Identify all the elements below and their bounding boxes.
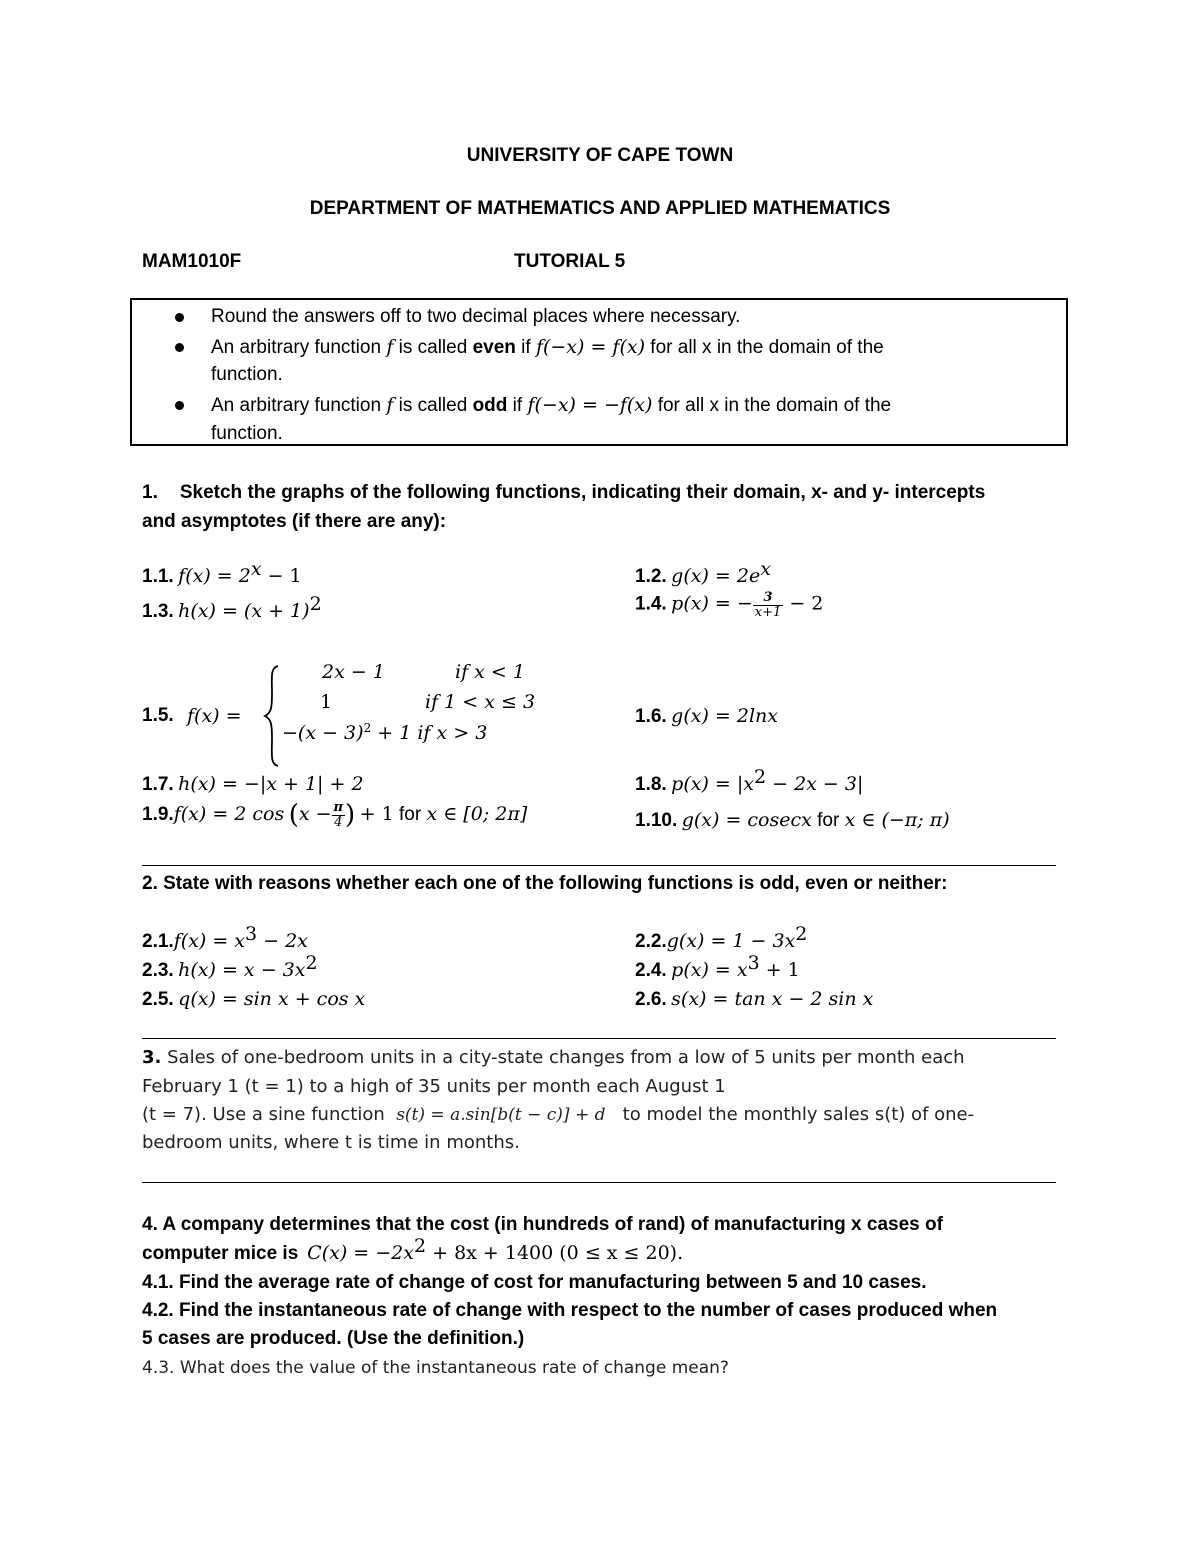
q1-heading-cont: and asymptotes (if there are any):: [142, 511, 447, 532]
problem-2-1: $2.1.f(x) = x^3 - 2x$: [142, 923, 308, 952]
problem-1-6: 1.6. g(x) = 2lnx: [635, 705, 778, 727]
section-divider: [142, 865, 1056, 866]
q4-line1: 4. A company determines that the cost (in hundreds of rand) of manufacturing x cases of: [142, 1214, 943, 1235]
problem-2-6: 2.6. s(x) = tan x − 2 sin x: [635, 988, 874, 1010]
problem-4-1: 4.1. Find the average rate of change of cost for manufacturing between 5 and 10 cases.: [142, 1272, 927, 1293]
section-divider: [142, 1038, 1056, 1039]
problem-1-3: 1.3. $h(x) = (x + 1)^2$: [142, 593, 322, 622]
q3-line1: 3. Sales of one-bedroom units in a city-state changes from a low of 5 units per month each: [142, 1047, 965, 1068]
section-divider: [142, 1182, 1056, 1183]
instruction-even-cont: function.: [211, 364, 283, 385]
problem-1-9: 1.9.f(x) = 2 cos (x − $\frac{\pi}{4}$ ) + 1 for x ∈ [0; 2π]: [142, 800, 528, 831]
problem-1-8: 1.8. $p(x) = |x^2 - 2x - 3|$: [635, 766, 864, 795]
instruction-even: An arbitrary function f is called even if f(−x) = f(x) for all x in the domain of the: [211, 336, 884, 358]
problem-1-4: 1.4. p(x) = − $\frac{3}{x+1}$ − 2: [635, 590, 824, 620]
problem-2-3: 2.3. $h(x) = x - 3x^2$: [142, 952, 318, 981]
instruction-odd-cont: function.: [211, 423, 283, 444]
q4-line2: computer mice is $C(x) = -2x^2 + 8x + 1400$ (0 ≤ x ≤ 20).: [142, 1235, 684, 1264]
course-code: MAM1010F: [142, 251, 242, 272]
case-1-expr: 2x − 1: [322, 661, 385, 683]
problem-1-1: 1.1. $f(x) = 2^x - 1$: [142, 558, 302, 587]
problem-2-2: $2.2.g(x) = 1 - 3x^2$: [635, 923, 808, 952]
case-2-cond: if 1 < x ≤ 3: [425, 691, 536, 713]
q2-heading: 2. State with reasons whether each one of the following functions is odd, even or neither:: [142, 873, 948, 894]
problem-2-5: 2.5. q(x) = sin x + cos x: [142, 988, 366, 1010]
q3-line3: (t = 7). Use a sine function s(t) = a.sin[b(t − c)] + d to model the monthly sales s(t) of one-: [142, 1104, 975, 1125]
problem-1-7: 1.7. h(x) = −|x + 1| + 2: [142, 773, 364, 795]
problem-4-2-cont: 5 cases are produced. (Use the definition.): [142, 1328, 525, 1349]
problem-4-3: 4.3. What does the value of the instantaneous rate of change mean?: [142, 1358, 729, 1378]
left-brace-icon: [262, 664, 282, 768]
problem-1-2: 1.2. $g(x) = 2e^x$: [635, 558, 771, 587]
problem-1-5-label: 1.5.: [142, 705, 174, 726]
q3-line4: bedroom units, where t is time in months.: [142, 1132, 520, 1153]
bullet-icon: [175, 401, 184, 410]
q3-line2: February 1 (t = 1) to a high of 35 units per month each August 1: [142, 1076, 726, 1097]
case-1-cond: if x < 1: [455, 661, 525, 683]
tutorial-title: TUTORIAL 5: [514, 251, 626, 272]
problem-1-10: 1.10. g(x) = cosecx for x ∈ (−π; π): [635, 809, 950, 831]
instruction-round: Round the answers off to two decimal places where necessary.: [211, 306, 741, 327]
case-3-expr: $-(x - 3)^2 + 1$ if x > 3: [282, 721, 488, 744]
problem-4-2: 4.2. Find the instantaneous rate of change with respect to the number of cases produced when: [142, 1300, 998, 1321]
department-title: DEPARTMENT OF MATHEMATICS AND APPLIED MATHEMATICS: [309, 198, 891, 219]
bullet-icon: [175, 313, 184, 322]
problem-2-4: 2.4. $p(x) = x^3 + 1$: [635, 952, 800, 981]
bullet-icon: [175, 343, 184, 352]
problem-1-5-lhs: f(x) =: [187, 705, 242, 727]
case-2-expr: 1: [320, 691, 333, 713]
university-title: UNIVERSITY OF CAPE TOWN: [466, 145, 734, 166]
q1-heading: 1. Sketch the graphs of the following functions, indicating their domain, x- and y- intercepts: [142, 482, 986, 503]
instruction-odd: An arbitrary function f is called odd if f(−x) = −f(x) for all x in the domain of the: [211, 394, 892, 416]
